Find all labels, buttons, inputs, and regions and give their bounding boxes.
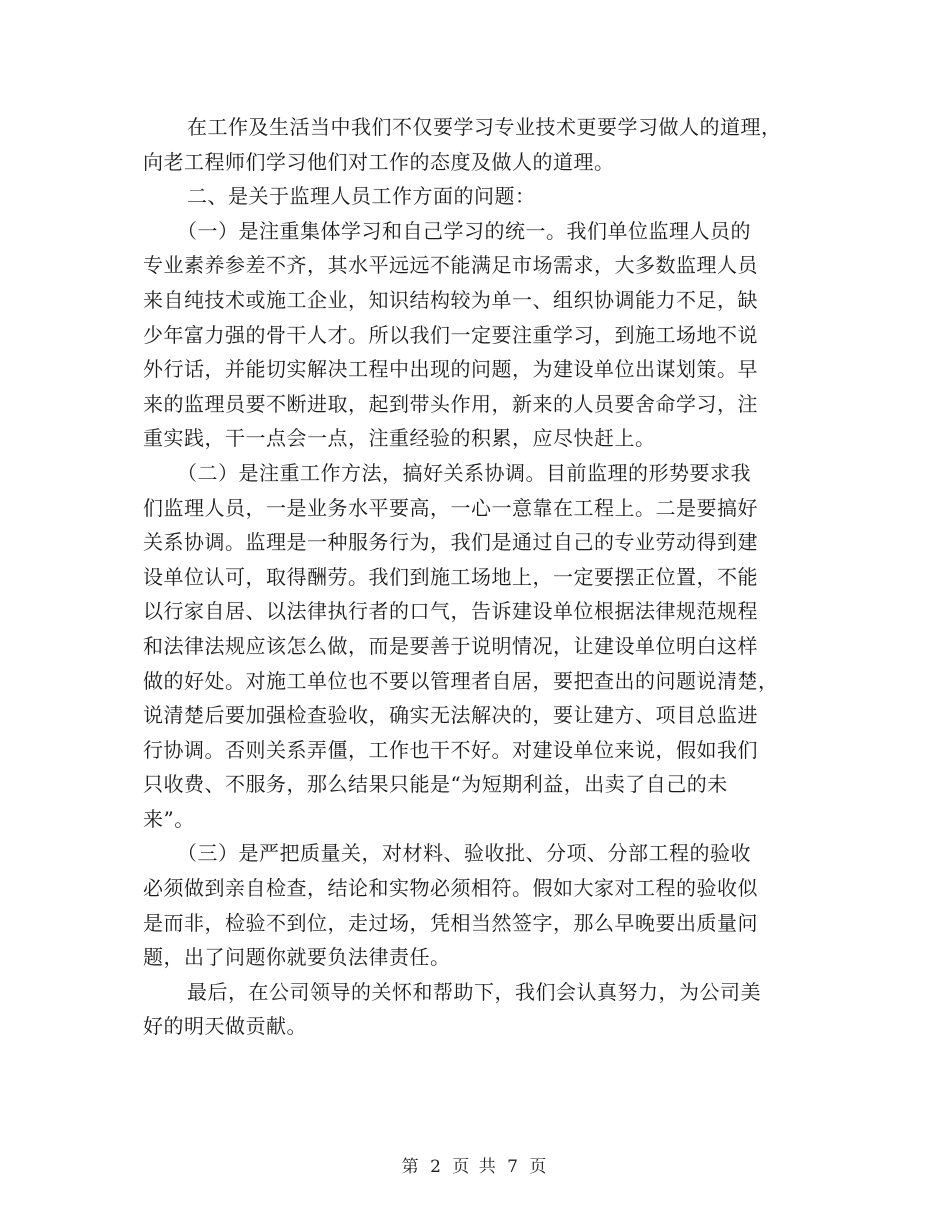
text-line: 必须做到亲自检查，结论和实物必须相符。假如大家对工程的验收似: [143, 876, 758, 901]
text-line: 重实践，干一点会一点，注重经验的积累，应尽快赶上。: [143, 426, 656, 451]
document-body: [143, 110, 808, 1044]
text-line: 专业素养参差不齐，其水平远远不能满足市场需求，大多数监理人员: [143, 253, 758, 278]
page-number-footer: [0, 1152, 950, 1177]
text-line: 外行话，并能切实解决工程中出现的问题，为建设单位出谋划策。早: [143, 357, 758, 382]
text-line: （一）是注重集体学习和自己学习的统一。我们单位监理人员的: [177, 218, 751, 243]
text-line: 来自纯技术或施工企业，知识结构较为单一、组织协调能力不足，缺: [143, 287, 758, 312]
text-line: 关系协调。监理是一种服务行为，我们是通过自己的专业劳动得到建: [143, 530, 758, 555]
footer-suffix: 页: [529, 1157, 549, 1177]
footer-prefix: 第: [401, 1157, 421, 1177]
text-line: 说清楚后要加强检查验收，确实无法解决的，要让建方、项目总监进: [143, 703, 758, 728]
text-line: 少年富力强的骨干人才。所以我们一定要注重学习，到施工场地不说: [143, 322, 758, 347]
text-line: （二）是注重工作方法，搞好关系协调。目前监理的形势要求我: [177, 460, 751, 485]
text-line: 来”。: [143, 806, 195, 831]
text-line: 做的好处。对施工单位也不要以管理者自居，要把查出的问题说清楚，: [143, 668, 779, 693]
text-line: 题，出了问题你就要负法律责任。: [143, 945, 451, 970]
text-line: 在工作及生活当中我们不仅要学习专业技术更要学习做人的道理，: [187, 115, 782, 139]
total-page-count: 7: [507, 1157, 520, 1177]
footer-middle: 页 共: [452, 1157, 498, 1177]
current-page-number: 2: [430, 1157, 443, 1177]
text-line: 向老工程师们学习他们对工作的态度及做人的道理。: [143, 149, 615, 174]
text-line: 只收费、不服务，那么结果只能是“为短期利益，出卖了自己的未: [143, 772, 728, 797]
text-line: 好的明天做贡献。: [143, 1014, 307, 1039]
text-line: 和法律法规应该怎么做，而是要善于说明情况，让建设单位明白这样: [143, 633, 758, 658]
text-line: （三）是严把质量关，对材料、验收批、分项、分部工程的验收: [177, 841, 751, 866]
text-line: 最后，在公司领导的关怀和帮助下，我们会认真努力，为公司美: [187, 979, 761, 1004]
text-line: 以行家自居、以法律执行者的口气，告诉建设单位根据法律规范规程: [143, 599, 758, 624]
text-line: 来的监理员要不断进取，起到带头作用，新来的人员要舍命学习，注: [143, 391, 758, 416]
text-line: 设单位认可，取得酬劳。我们到施工场地上，一定要摆正位置，不能: [143, 564, 758, 589]
text-line: 们监理人员，一是业务水平要高，一心一意靠在工程上。二是要搞好: [143, 495, 758, 520]
text-line: 行协调。否则关系弄僵，工作也干不好。对建设单位来说，假如我们: [143, 737, 758, 762]
section-heading: 二、是关于监理人员工作方面的问题：: [187, 184, 536, 209]
text-line: 是而非，检验不到位，走过场，凭相当然签字，那么早晚要出质量问: [143, 910, 758, 935]
